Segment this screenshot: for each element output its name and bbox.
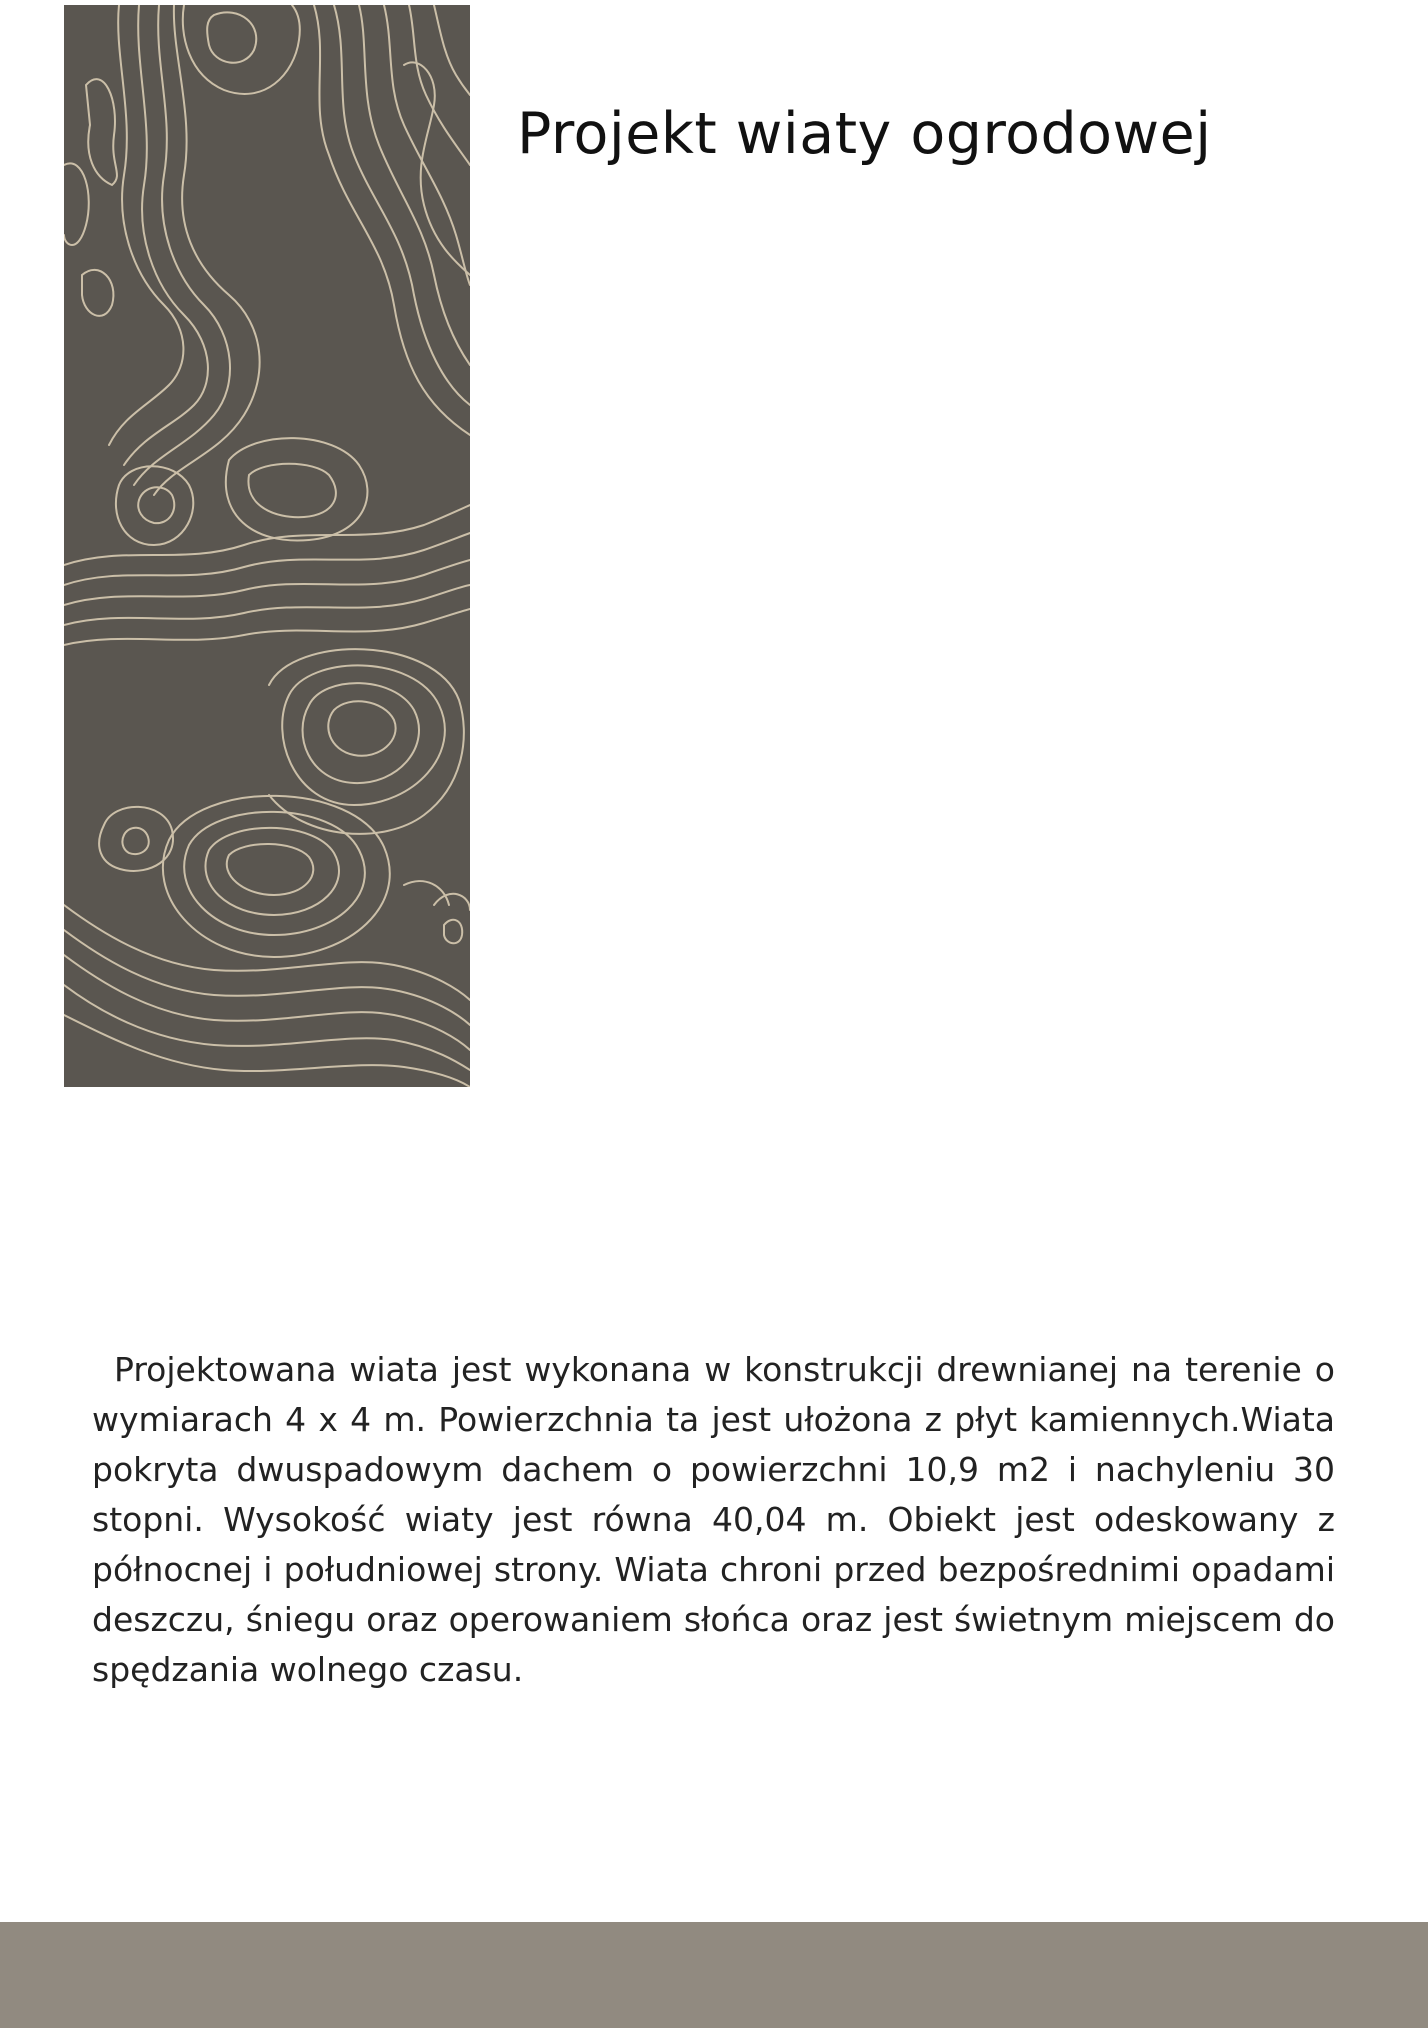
page-title: Projekt wiaty ogrodowej [517,101,1212,167]
description-paragraph: Projektowana wiata jest wykonana w konstrukcji drewnianej na terenie o wymiarach 4 x 4 m. Powierzchnia ta jest ułożona z płyt kamiennych.Wiata pokryta dwuspadowym dachem o powierzchni 10,9 m2 i nachyleniu 30 stopni. Wysokość wiaty jest równa 40,04 m. Obiekt jest odeskowany z północnej i południowej strony. Wiata chroni przed bezpośrednimi opadami deszczu, śniegu oraz operowaniem słońca oraz jest świetnym miejscem do spędzania wolnego czasu. [92,1350,1335,1689]
footer-band [0,1922,1428,2028]
topographic-pattern-panel [64,5,470,1087]
